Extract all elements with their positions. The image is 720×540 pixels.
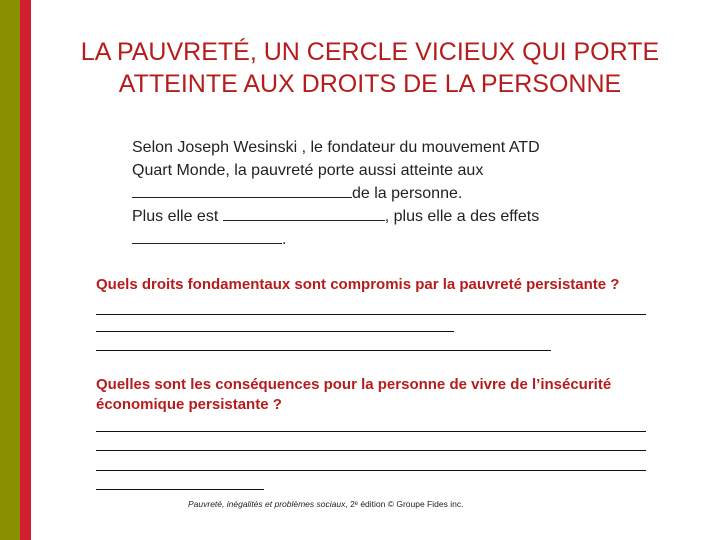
footer-credit	[188, 499, 463, 509]
intro-line-2: Quart Monde, la pauvreté porte aussi atteinte aux	[132, 162, 484, 179]
answer-line-6[interactable]	[96, 470, 646, 471]
question-2-line-2: économique persistante ?	[96, 396, 282, 413]
fill-in-blank-3[interactable]	[132, 229, 282, 244]
fill-in-blank-1[interactable]	[132, 183, 352, 198]
intro-line-3	[132, 182, 612, 205]
title-line-1: LA PAUVRETÉ, UN CERCLE VICIEUX QUI PORTE	[80, 38, 660, 66]
left-red-bar	[20, 0, 31, 540]
answer-line-1[interactable]	[96, 314, 646, 315]
answer-line-2[interactable]	[96, 331, 454, 332]
intro-paragraph	[132, 136, 612, 251]
intro-line-5-end: .	[282, 231, 287, 248]
fill-in-blank-2[interactable]	[223, 206, 385, 221]
answer-line-4[interactable]	[96, 431, 646, 432]
slide-title	[60, 36, 680, 100]
left-olive-bar	[0, 0, 20, 540]
intro-line-5	[132, 228, 612, 251]
question-2	[96, 375, 656, 415]
intro-line-4-end: , plus elle a des effets	[384, 208, 540, 225]
answer-line-7[interactable]	[96, 489, 264, 490]
title-line-2: ATTEINTE AUX DROITS DE LA PERSONNE	[118, 70, 622, 98]
footer-edition: , 2ᵉ édition © Groupe Fides inc.	[345, 499, 464, 509]
intro-line-4-start: Plus elle est	[132, 208, 219, 225]
footer-book-title: Pauvreté, inégalités et problèmes sociaux	[188, 499, 346, 509]
question-2-line-1: Quelles sont les conséquences pour la personne de vivre de l’insécurité	[96, 376, 612, 393]
intro-line-3-text: de la personne.	[352, 185, 463, 202]
intro-line-4	[132, 205, 612, 228]
answer-line-3[interactable]	[96, 350, 551, 351]
intro-line-1: Selon Joseph Wesinski , le fondateur du mouvement ATD	[132, 139, 540, 156]
question-1: Quels droits fondamentaux sont compromis par la pauvreté persistante ?	[96, 276, 620, 293]
answer-line-5[interactable]	[96, 450, 646, 451]
